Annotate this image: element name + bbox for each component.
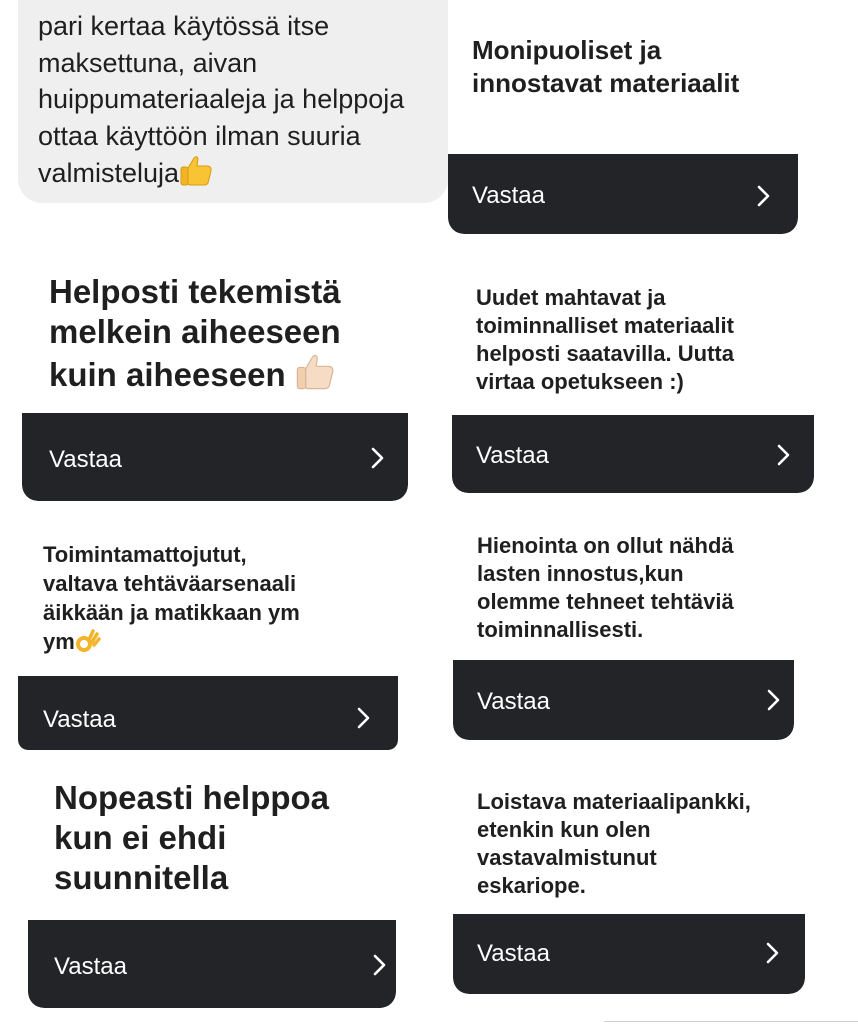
chevron-right-icon — [764, 687, 782, 713]
chevron-right-icon — [774, 442, 792, 468]
card-text: Toimintamattojutut, valtava tehtäväarsenaali äikkään ja matikkaan ym ym — [43, 540, 300, 660]
reply-card-monipuoliset — [448, 0, 798, 234]
reply-label: Vastaa — [476, 442, 549, 469]
reply-button[interactable] — [448, 154, 798, 234]
chevron-right-icon — [370, 952, 388, 978]
reply-card-loistava — [453, 768, 805, 994]
thumbs-up-emoji-icon — [295, 352, 335, 399]
reply-label: Vastaa — [49, 446, 122, 473]
reply-card-toimintamatto — [18, 528, 398, 750]
reply-label: Vastaa — [477, 940, 550, 967]
card-text: Nopeasti helppoa kun ei ehdi suunnitella — [54, 779, 330, 896]
chevron-right-icon — [763, 940, 781, 966]
message-text: pari kertaa käytössä itse maksettuna, aivan huippumateriaaleja ja helppoja ottaa käyttöön ilman suuria valmisteluja — [38, 8, 448, 196]
reply-label: Vastaa — [43, 706, 116, 733]
reply-card-nopeasti — [28, 758, 396, 1008]
reply-button[interactable] — [18, 676, 398, 750]
thumbs-up-emoji-icon — [179, 154, 213, 196]
reply-button[interactable] — [453, 660, 794, 740]
reply-label: Vastaa — [477, 688, 550, 715]
reply-button[interactable] — [453, 914, 805, 994]
reply-card-helposti — [22, 248, 408, 501]
divider — [604, 1021, 858, 1022]
card-text: Hienointa on ollut nähdä lasten innostus,kun olemme tehneet tehtäviä toiminnallisesti. — [477, 533, 734, 642]
message-bubble — [18, 0, 448, 203]
chevron-right-icon — [354, 705, 372, 731]
chevron-right-icon — [754, 183, 772, 209]
card-text: Monipuoliset ja innostavat materiaalit — [472, 35, 740, 98]
card-text: Helposti tekemistä melkein aiheeseen kuin aiheeseen — [49, 272, 341, 399]
reply-button[interactable] — [22, 413, 408, 501]
reply-label: Vastaa — [54, 953, 127, 980]
card-text: Loistava materiaalipankki, etenkin kun olen vastavalmistunut eskariope. — [477, 789, 751, 898]
reply-card-hienointa — [453, 513, 794, 740]
reply-card-uudet — [452, 262, 814, 493]
reply-label: Vastaa — [472, 182, 545, 209]
reply-button[interactable] — [452, 415, 814, 493]
ok-hand-emoji-icon — [75, 627, 101, 660]
reply-button[interactable] — [28, 920, 396, 1008]
card-text: Uudet mahtavat ja toiminnalliset materiaalit helposti saatavilla. Uutta virtaa opetukseen :) — [476, 285, 734, 394]
chevron-right-icon — [368, 445, 386, 471]
